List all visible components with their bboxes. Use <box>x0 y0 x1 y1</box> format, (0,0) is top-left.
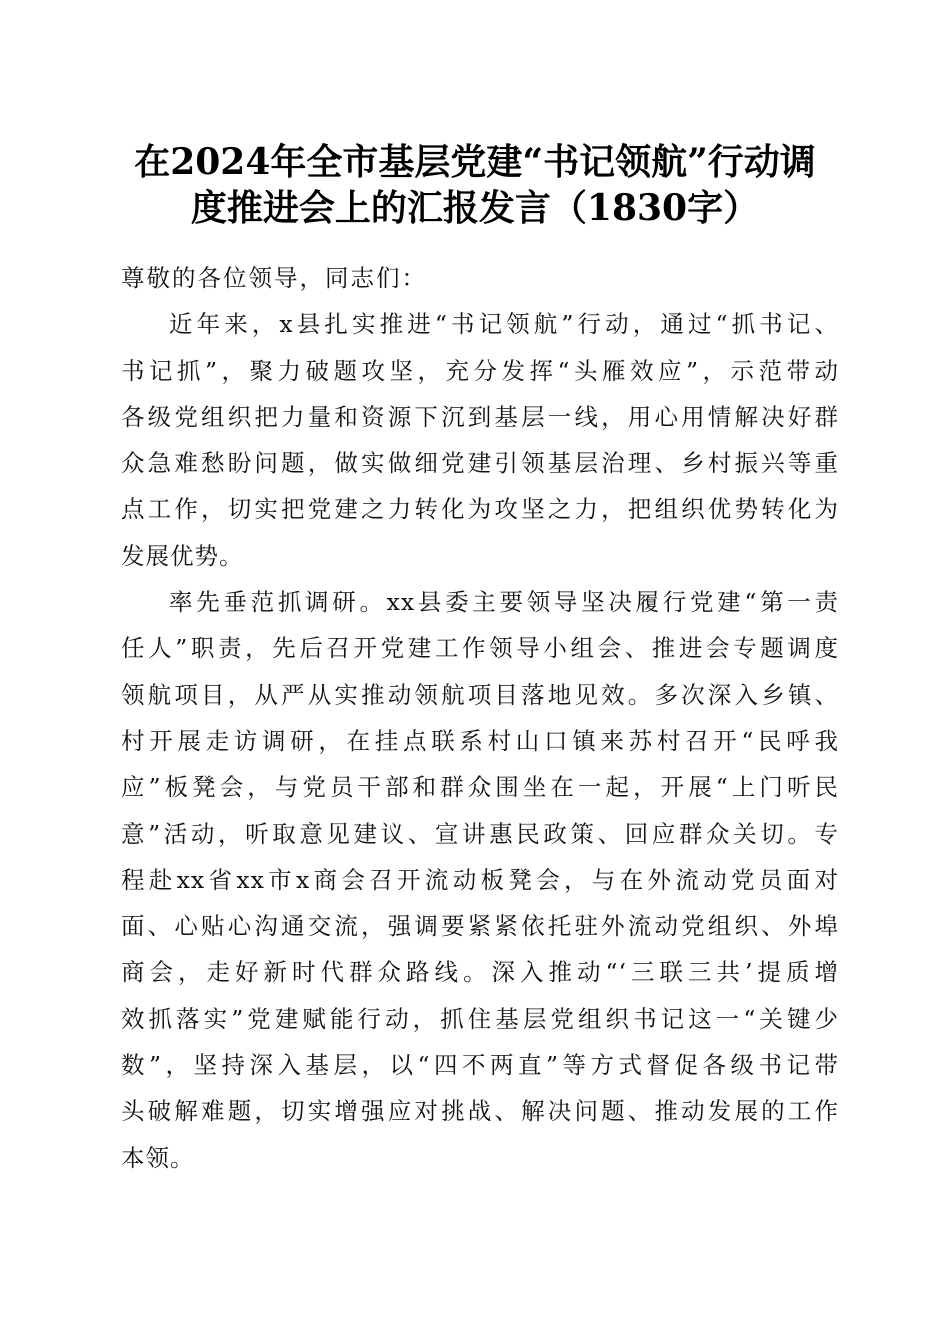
paragraph-line: 率先垂范抓调研。xx县委主要领导坚决履行党建“第一责 <box>169 588 839 617</box>
salutation: 尊敬的各位领导，同志们： <box>121 264 427 292</box>
paragraph-line: 近年来，x县扎实推进“书记领航”行动，通过“抓书记、 <box>169 310 839 339</box>
document-body <box>121 255 839 1181</box>
paragraph-research <box>121 579 839 1181</box>
paragraph-line: 本领。 <box>121 1143 195 1172</box>
paragraph-line: 发展优势。 <box>121 541 244 570</box>
paragraph-line: 点工作，切实把党建之力转化为攻坚之力，把组织优势转化为 <box>121 495 839 524</box>
paragraph-line: 书记抓”，聚力破题攻坚，充分发挥“头雁效应”，示范带动 <box>121 356 839 385</box>
paragraph-intro <box>121 301 839 579</box>
paragraph-line: 村开展走访调研，在挂点联系村山口镇来苏村召开“民呼我 <box>121 726 839 755</box>
paragraph-line: 程赴xx省xx市x商会召开流动板凳会，与在外流动党员面对 <box>121 865 839 894</box>
paragraph-line: 各级党组织把力量和资源下沉到基层一线，用心用情解决好群 <box>121 402 839 431</box>
paragraph-line: 商会，走好新时代群众路线。深入推动“‘三联三共’提质增 <box>121 958 839 987</box>
paragraph-line: 领航项目，从严从实推动领航项目落地见效。多次深入乡镇、 <box>121 680 839 709</box>
title-line: 在2024年全市基层党建“书记领航”行动调 <box>134 141 816 183</box>
paragraph-line: 面、心贴心沟通交流，强调要紧紧依托驻外流动党组织、外埠 <box>121 912 839 941</box>
paragraph-line: 众急难愁盼问题，做实做细党建引领基层治理、乡村振兴等重 <box>121 449 839 478</box>
paragraph-line: 任人”职责，先后召开党建工作领导小组会、推进会专题调度 <box>121 634 839 663</box>
paragraph-line: 意”活动，听取意见建议、宣讲惠民政策、回应群众关切。专 <box>121 819 839 848</box>
paragraph-line: 头破解难题，切实增强应对挑战、解决问题、推动发展的工作 <box>121 1097 839 1126</box>
document-title <box>110 139 840 231</box>
paragraph-line: 效抓落实”党建赋能行动，抓住基层党组织书记这一“关键少 <box>121 1004 839 1033</box>
paragraph-line: 数”，坚持深入基层，以“四不两直”等方式督促各级书记带 <box>121 1051 839 1080</box>
paragraph-line: 应”板凳会，与党员干部和群众围坐在一起，开展“上门听民 <box>121 773 839 802</box>
title-line: 度推进会上的汇报发言（1830字） <box>190 187 760 229</box>
